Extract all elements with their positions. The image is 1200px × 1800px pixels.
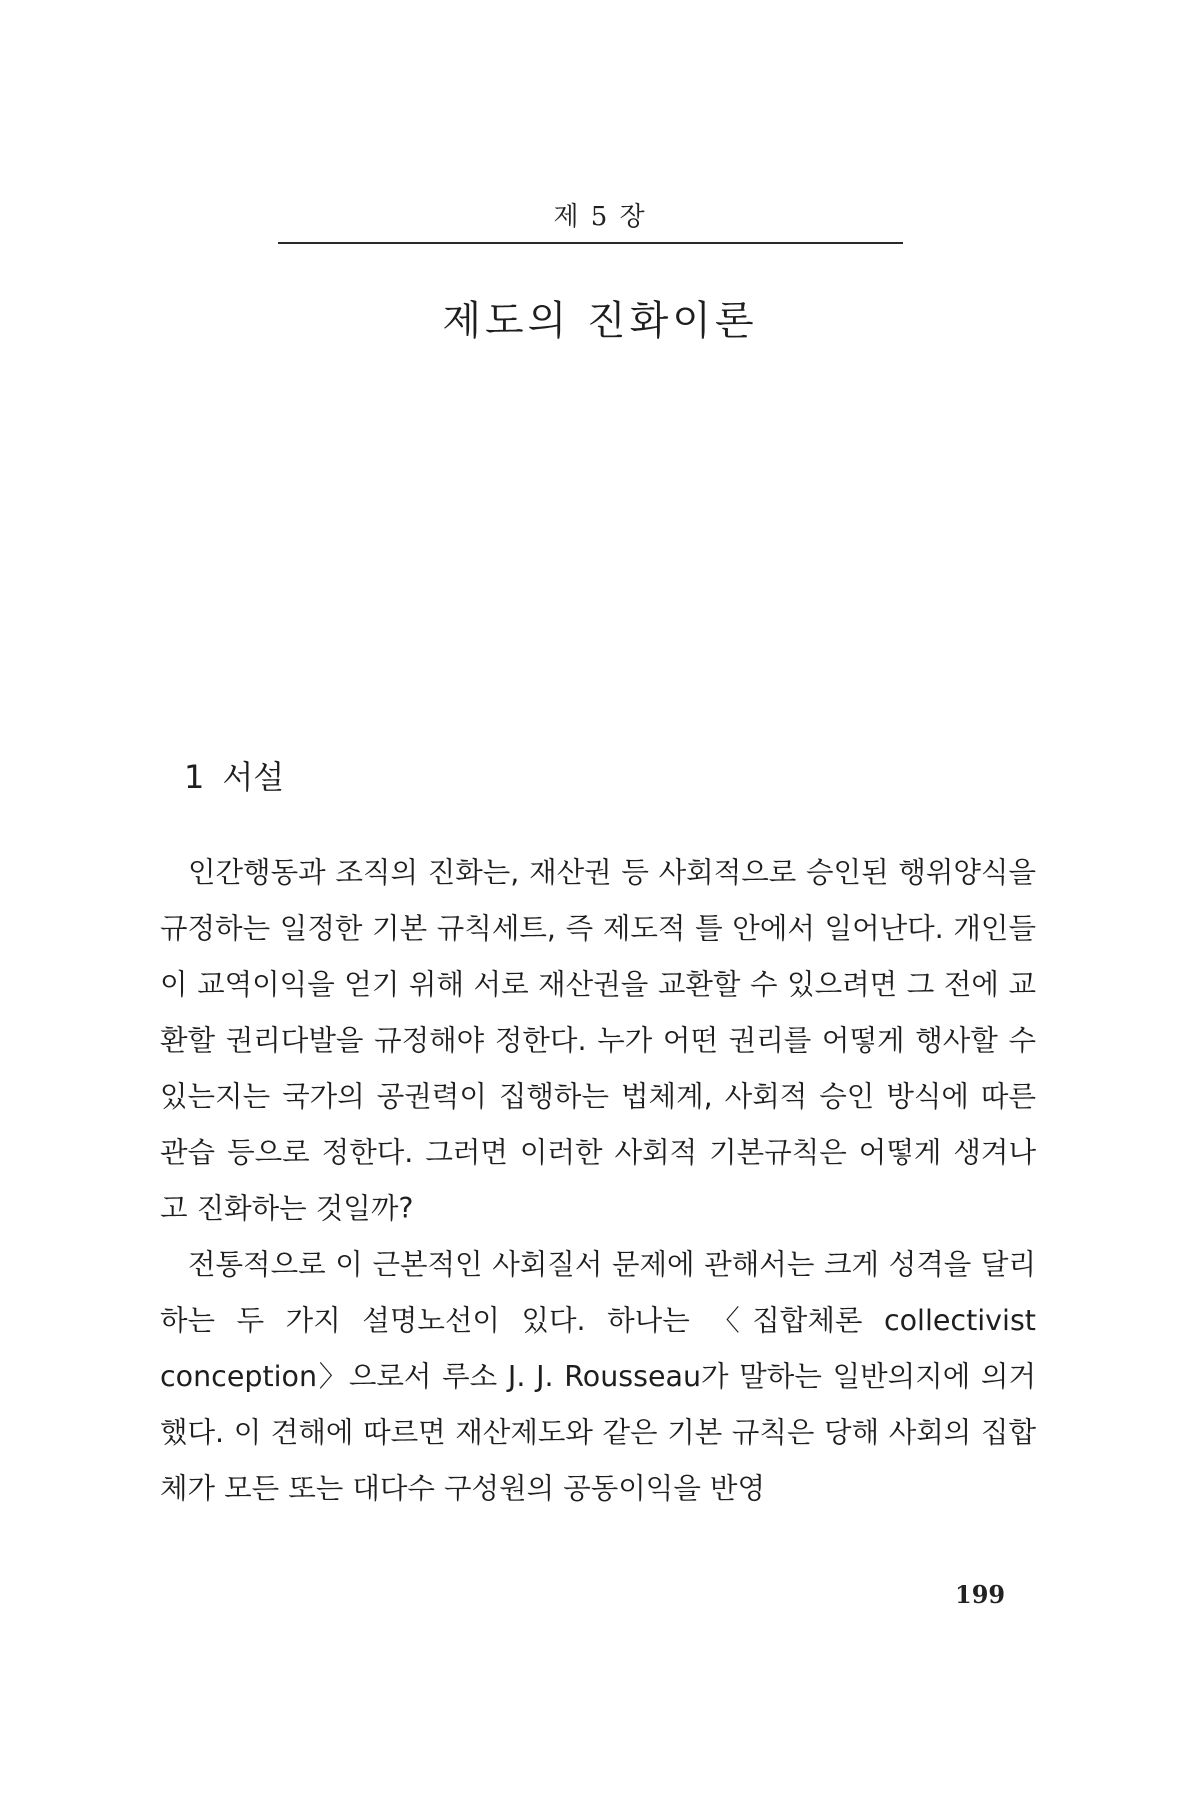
paragraph: 인간행동과 조직의 진화는, 재산권 등 사회적으로 승인된 행위양식을 규정하는 일정한 기본 규칙세트, 즉 제도적 틀 안에서 일어난다. 개인들이 교역이익을 얻기 위해 서로 재산권을 교환할 수 있으려면 그 전에 교환할 권리다발을 규정해야 정한다. 누가 어떤 권리를 어떻게 행사할 수 있는지는 국가의 공권력이 집행하는 법체계, 사회적 승인 방식에 따른 관습 등으로 정한다. 그러면 이러한 사회적 기본규칙은 어떻게 생겨나고 진화하는 것일까?: [160, 856, 1036, 1225]
chapter-title: 제도의 진화이론: [442, 297, 758, 344]
body-text: [160, 845, 1036, 1517]
section-number: 1: [184, 758, 205, 796]
chapter-label: 제 5 장: [553, 202, 647, 232]
section-title: 서설: [222, 758, 285, 796]
page-number: 199: [955, 1580, 1006, 1609]
chapter-divider: [278, 242, 903, 244]
section-heading: [184, 752, 284, 798]
paragraph: 전통적으로 이 근본적인 사회질서 문제에 관해서는 크게 성격을 달리하는 두 가지 설명노선이 있다. 하나는 〈집합체론 collectivist conception〉으로서 루소 J. J. Rousseau가 말하는 일반의지에 의거했다. 이 견해에 따르면 재산제도와 같은 기본 규칙은 당해 사회의 집합체가 모든 또는 대다수 구성원의 공동이익을 반영: [160, 1248, 1036, 1505]
